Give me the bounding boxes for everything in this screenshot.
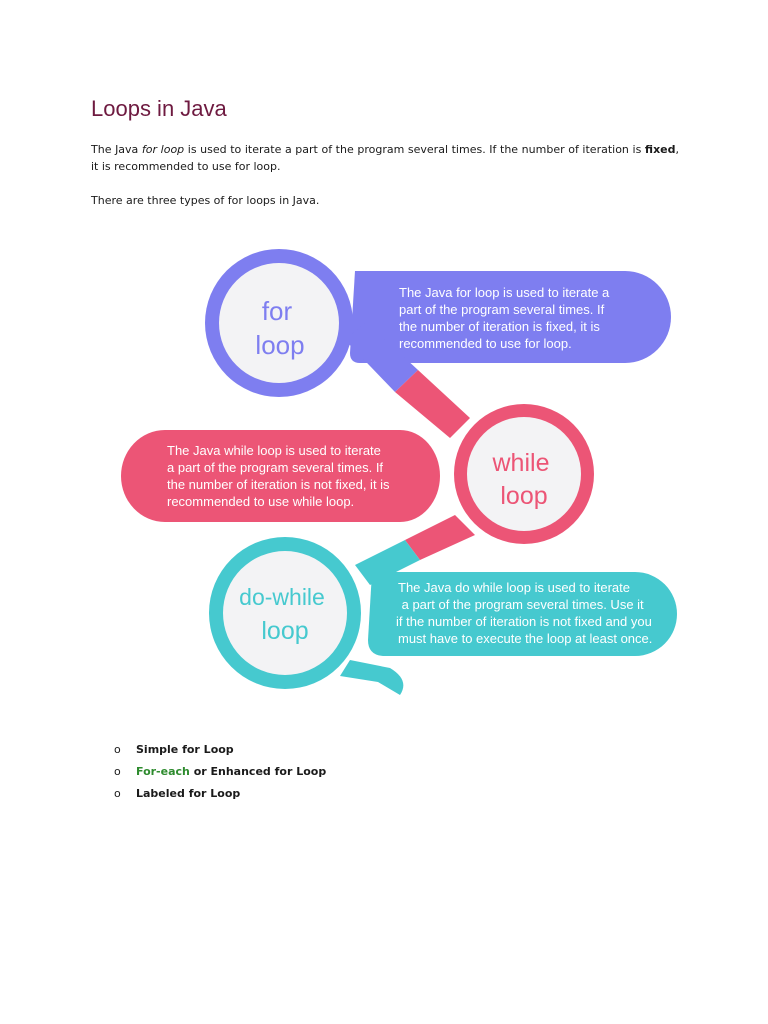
- do-while-loop-circle-label-1: do-while: [239, 584, 325, 610]
- while-loop-desc-line-2: a part of the program several times. If: [167, 460, 384, 475]
- while-loop-desc-line-4: recommended to use while loop.: [167, 494, 355, 509]
- do-while-loop-circle-label-2: loop: [261, 617, 309, 645]
- list-item-highlight: For-each: [136, 765, 190, 778]
- do-while-loop-desc-line-1: The Java do while loop is used to iterate: [398, 580, 630, 595]
- do-while-loop-desc-line-4: must have to execute the loop at least once.: [398, 631, 653, 646]
- for-loop-desc-line-1: The Java for loop is used to iterate a: [399, 285, 610, 300]
- bullet-marker: o: [114, 787, 121, 800]
- for-loop-circle-label-1: for: [261, 296, 293, 326]
- for-loop-circle-label-2: loop: [255, 330, 305, 360]
- while-loop-connector-bottom: [405, 515, 475, 560]
- bullet-marker: o: [114, 743, 121, 756]
- while-loop-circle-label-2: loop: [500, 482, 548, 510]
- do-while-loop-desc-line-3: if the number of iteration is not fixed and you: [396, 614, 652, 629]
- do-while-loop-group: [209, 537, 677, 695]
- list-item-text: Labeled for Loop: [136, 787, 241, 800]
- for-loop-desc-line-3: the number of iteration is fixed, it is: [399, 319, 600, 334]
- list-item: [114, 783, 326, 805]
- for-loop-desc-line-4: recommended to use for loop.: [399, 336, 572, 351]
- intro-emphasis: for loop: [141, 143, 185, 156]
- do-while-loop-tail: [340, 660, 403, 695]
- do-while-loop-desc-line-2: a part of the program several times. Use it: [398, 597, 644, 612]
- while-loop-desc-line-1: The Java while loop is used to iterate: [167, 443, 381, 458]
- while-loop-circle-label-1: while: [492, 449, 550, 477]
- loop-types-list: [114, 739, 326, 805]
- for-loop-desc-line-2: part of the program several times. If: [399, 302, 605, 317]
- for-loop-group: [205, 249, 671, 397]
- while-loop-desc-line-3: the number of iteration is not fixed, it is: [167, 477, 390, 492]
- intro-text-post: , it is recommended to use for loop.: [91, 143, 680, 173]
- list-item: [114, 761, 326, 783]
- list-item-text: Simple for Loop: [136, 743, 234, 756]
- page-title: Loops in Java: [91, 96, 227, 121]
- list-item: [114, 739, 326, 761]
- while-loop-group: [121, 370, 594, 560]
- list-item-text: or Enhanced for Loop: [189, 765, 327, 778]
- bullet-marker: o: [114, 765, 121, 778]
- do-while-loop-circle-inner: [223, 551, 347, 675]
- intro-bold-word: fixed: [644, 143, 676, 156]
- intro-text-pre: The Java: [91, 143, 142, 156]
- types-sentence: There are three types of for loops in Java.: [91, 194, 320, 207]
- intro-text-mid: is used to iterate a part of the program several times. If the number of iteration is: [184, 143, 645, 156]
